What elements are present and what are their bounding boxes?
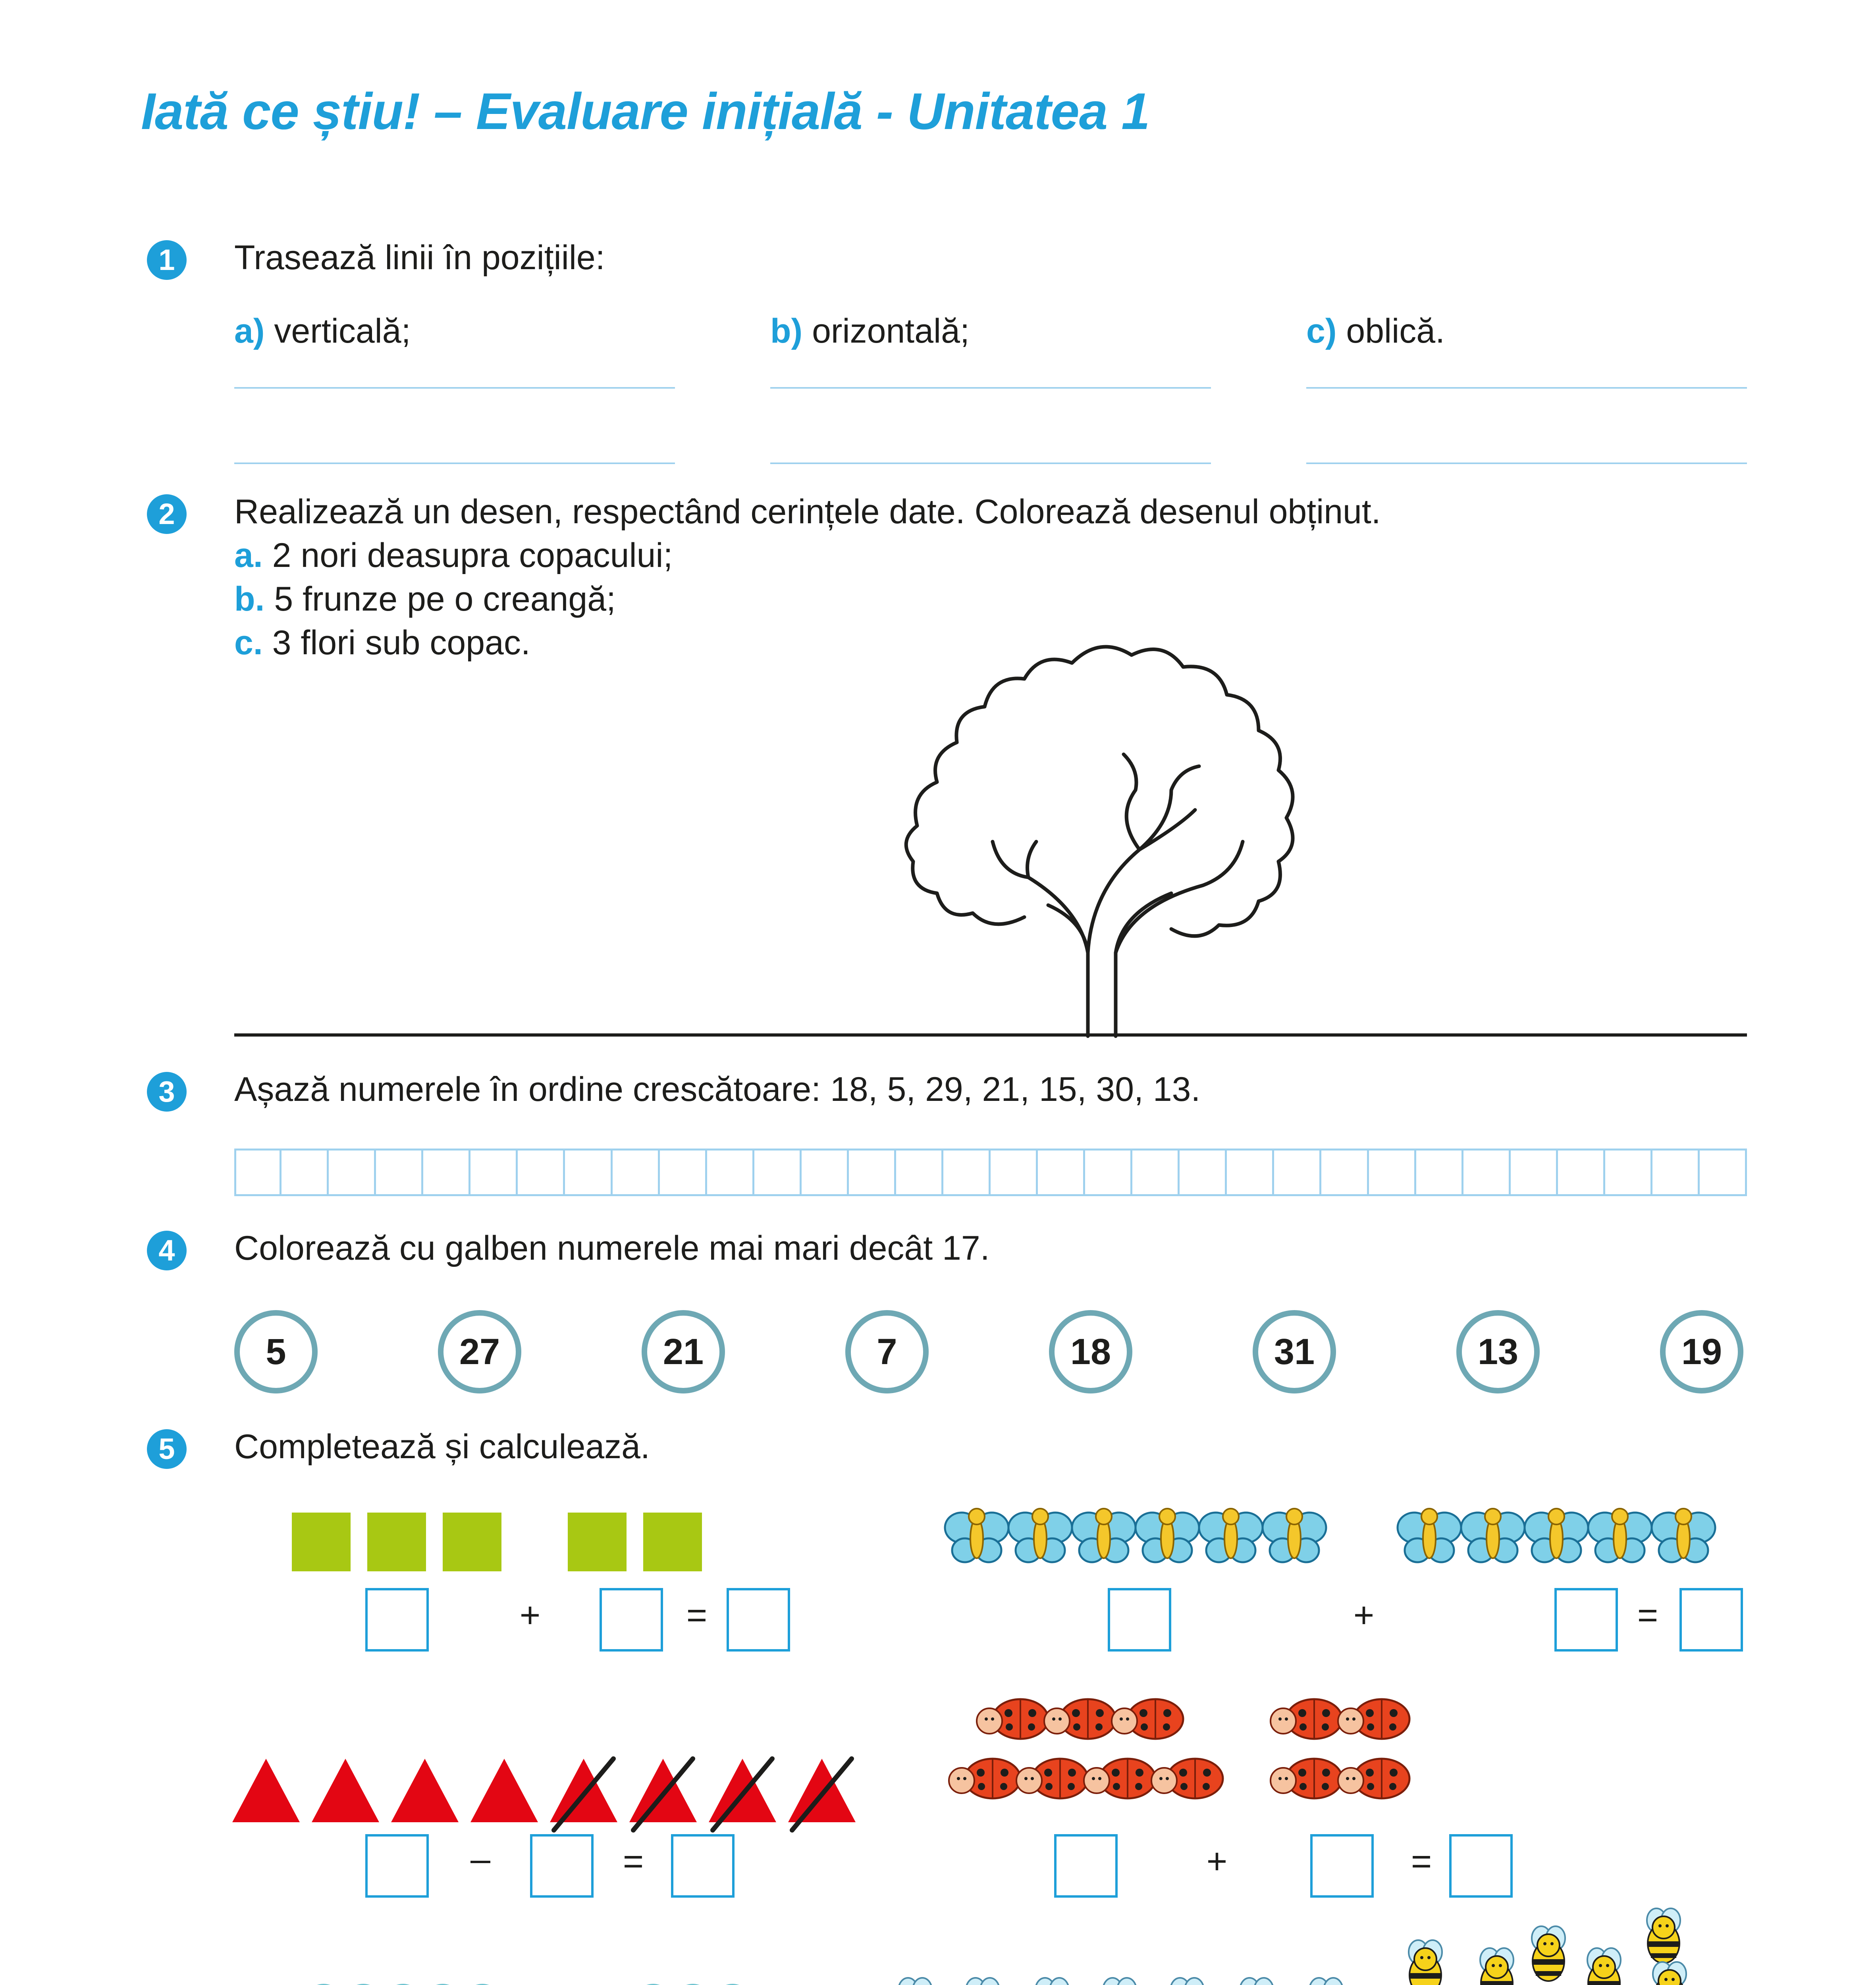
ladybug-icon xyxy=(1271,1699,1342,1739)
grid-cell[interactable] xyxy=(1227,1149,1274,1196)
grid-cell[interactable] xyxy=(1463,1149,1511,1196)
grid-cell[interactable] xyxy=(802,1149,849,1196)
grid-cell[interactable] xyxy=(943,1149,991,1196)
butterfly-icon xyxy=(1263,1509,1326,1562)
ladybug-icon xyxy=(1338,1699,1409,1739)
number-circle[interactable]: 13 xyxy=(1456,1310,1540,1393)
grid-cell[interactable] xyxy=(1085,1149,1132,1196)
green-square xyxy=(443,1513,501,1571)
grid-cell[interactable] xyxy=(1369,1149,1416,1196)
answer-box[interactable] xyxy=(1679,1588,1743,1652)
triangle-shape xyxy=(391,1759,459,1822)
ex2-item-c-text: 3 flori sub copac. xyxy=(272,624,530,662)
plus-sign: + xyxy=(1353,1596,1375,1635)
exercise-1-number: 1 xyxy=(147,240,187,280)
answer-box[interactable] xyxy=(530,1834,594,1898)
grid-cell[interactable] xyxy=(470,1149,518,1196)
ex2-item-a xyxy=(234,536,673,575)
bee-icon xyxy=(1653,1962,1686,1985)
ex2-item-c-label: c. xyxy=(234,624,263,662)
page-title: Iată ce știu! – Evaluare inițială - Unitatea 1 xyxy=(141,82,1150,140)
answer-line[interactable] xyxy=(234,387,675,389)
grid-cell[interactable] xyxy=(1652,1149,1700,1196)
ex2-item-b-text: 5 frunze pe o creangă; xyxy=(274,580,616,618)
bee-icon xyxy=(1532,1926,1565,1981)
butterfly-icon xyxy=(1136,1509,1199,1562)
answer-box[interactable] xyxy=(365,1834,429,1898)
triangle-shape xyxy=(312,1759,379,1822)
butterfly-icon xyxy=(1652,1509,1715,1562)
ex1-item-b xyxy=(770,312,970,351)
bee-icon xyxy=(1309,1978,1343,1985)
ladybug-icon xyxy=(949,1759,1020,1798)
ex2-item-b xyxy=(234,580,616,619)
ground-line xyxy=(234,1033,1747,1037)
number-circle[interactable]: 31 xyxy=(1253,1310,1336,1393)
butterfly-icon xyxy=(1461,1509,1525,1562)
ex2-item-c xyxy=(234,623,530,663)
tree-drawing xyxy=(893,603,1370,1040)
bee-icon xyxy=(966,1978,999,1985)
ex1-item-c-text: oblică. xyxy=(1346,312,1445,350)
tree-crown xyxy=(906,647,1293,936)
ex1-item-b-label: b) xyxy=(770,312,803,350)
number-circle[interactable]: 7 xyxy=(845,1310,929,1393)
answer-box[interactable] xyxy=(1310,1834,1374,1898)
bee-icon xyxy=(1240,1978,1273,1985)
plus-sign: + xyxy=(519,1596,541,1635)
exercise-5-number: 5 xyxy=(147,1429,187,1469)
exercise-1-instruction: Trasează linii în pozițiile: xyxy=(234,239,605,277)
bees-group xyxy=(885,1898,1719,1985)
grid-cell[interactable] xyxy=(896,1149,943,1196)
grid-cell[interactable] xyxy=(613,1149,660,1196)
exercise-2-instruction: Realizează un desen, respectând cerințele date. Colorează desenul obținut. xyxy=(234,493,1381,531)
number-circle[interactable]: 21 xyxy=(642,1310,725,1393)
grid-cell[interactable] xyxy=(329,1149,376,1196)
answer-line[interactable] xyxy=(1306,463,1747,464)
ladybugs-group xyxy=(941,1687,1457,1814)
bee-icon xyxy=(1647,1908,1680,1963)
number-grid[interactable] xyxy=(234,1149,1747,1196)
answer-line[interactable] xyxy=(770,463,1211,464)
answer-box[interactable] xyxy=(600,1588,663,1652)
ladybug-icon xyxy=(977,1699,1048,1739)
grid-cell[interactable] xyxy=(1511,1149,1558,1196)
butterfly-icon xyxy=(1525,1509,1588,1562)
tree-trunk xyxy=(1048,893,1171,1036)
equals-sign: = xyxy=(686,1596,708,1635)
answer-box[interactable] xyxy=(365,1588,429,1652)
ex2-item-b-label: b. xyxy=(234,580,265,618)
butterfly-icon xyxy=(1072,1509,1136,1562)
exercise-3-number: 3 xyxy=(147,1072,187,1112)
ladybug-icon xyxy=(1338,1759,1409,1798)
ex1-item-b-text: orizontală; xyxy=(812,312,970,350)
grid-cell[interactable] xyxy=(1180,1149,1227,1196)
grid-cell[interactable] xyxy=(1558,1149,1605,1196)
number-circle[interactable]: 18 xyxy=(1049,1310,1132,1393)
grid-cell[interactable] xyxy=(1416,1149,1463,1196)
grid-cell[interactable] xyxy=(1038,1149,1085,1196)
ex1-item-a-text: verticală; xyxy=(274,312,411,350)
ex1-item-a xyxy=(234,312,411,351)
answer-box[interactable] xyxy=(1449,1834,1513,1898)
ladybug-icon xyxy=(1084,1759,1155,1798)
green-square xyxy=(292,1513,351,1571)
triangle-shape xyxy=(470,1759,538,1822)
grid-cell[interactable] xyxy=(376,1149,423,1196)
grid-cell[interactable] xyxy=(1321,1149,1369,1196)
exercise-4-instruction: Colorează cu galben numerele mai mari decât 17. xyxy=(234,1229,990,1267)
answer-box[interactable] xyxy=(1554,1588,1618,1652)
grid-cell[interactable] xyxy=(1700,1149,1747,1196)
answer-box[interactable] xyxy=(727,1588,790,1652)
ladybug-icon xyxy=(1044,1699,1116,1739)
grid-cell[interactable] xyxy=(849,1149,896,1196)
ladybug-icon xyxy=(1271,1759,1342,1798)
bee-icon xyxy=(1035,1978,1069,1985)
exercise-4-number: 4 xyxy=(147,1231,187,1270)
answer-box[interactable] xyxy=(671,1834,735,1898)
butterfly-icon xyxy=(1588,1509,1652,1562)
grid-cell[interactable] xyxy=(234,1149,281,1196)
ladybug-icon xyxy=(1016,1759,1088,1798)
ladybug-icon xyxy=(1112,1699,1183,1739)
bee-icon xyxy=(1409,1940,1442,1985)
exercise-5-instruction: Completează și calculează. xyxy=(234,1428,650,1466)
ex1-item-c-label: c) xyxy=(1306,312,1337,350)
exercise-3-instruction: Așază numerele în ordine crescătoare: 18, 5, 29, 21, 15, 30, 13. xyxy=(234,1070,1201,1108)
answer-line[interactable] xyxy=(1306,387,1747,389)
grid-cell[interactable] xyxy=(1132,1149,1180,1196)
answer-line[interactable] xyxy=(770,387,1211,389)
number-circle[interactable]: 27 xyxy=(438,1310,521,1393)
number-circle[interactable]: 19 xyxy=(1660,1310,1743,1393)
grid-cell[interactable] xyxy=(754,1149,802,1196)
number-circle[interactable]: 5 xyxy=(234,1310,318,1393)
grid-cell[interactable] xyxy=(518,1149,565,1196)
butterfly-icon xyxy=(1008,1509,1072,1562)
grid-cell[interactable] xyxy=(991,1149,1038,1196)
green-square xyxy=(568,1513,627,1571)
grid-cell[interactable] xyxy=(565,1149,612,1196)
answer-line[interactable] xyxy=(234,463,675,464)
bee-icon xyxy=(898,1978,932,1985)
plus-sign: + xyxy=(1206,1842,1228,1881)
grid-cell[interactable] xyxy=(707,1149,754,1196)
equals-sign: = xyxy=(623,1842,644,1881)
tree-branches xyxy=(993,754,1243,953)
ex2-item-a-text: 2 nori deasupra copacului; xyxy=(272,536,673,574)
grid-cell[interactable] xyxy=(660,1149,707,1196)
ex2-item-a-label: a. xyxy=(234,536,263,574)
bee-icon xyxy=(1170,1978,1204,1985)
ex1-item-c xyxy=(1306,312,1445,351)
triangles-group xyxy=(232,1755,868,1834)
triangle-shape xyxy=(232,1759,300,1822)
green-square xyxy=(643,1513,702,1571)
butterfly-icon xyxy=(1398,1509,1461,1562)
green-square xyxy=(367,1513,426,1571)
grid-cell[interactable] xyxy=(1605,1149,1652,1196)
bee-icon xyxy=(1103,1978,1136,1985)
butterflies-group xyxy=(941,1497,1735,1576)
butterfly-icon xyxy=(1199,1509,1263,1562)
ex1-item-a-label: a) xyxy=(234,312,265,350)
answer-box[interactable] xyxy=(1108,1588,1171,1652)
grid-cell[interactable] xyxy=(281,1149,329,1196)
answer-box[interactable] xyxy=(1054,1834,1118,1898)
butterfly-icon xyxy=(945,1509,1008,1562)
grid-cell[interactable] xyxy=(1274,1149,1321,1196)
grid-cell[interactable] xyxy=(423,1149,470,1196)
equals-sign: = xyxy=(1411,1842,1432,1881)
bee-icon xyxy=(1587,1948,1621,1985)
exercise-2-number: 2 xyxy=(147,494,187,534)
bee-icon xyxy=(1480,1948,1514,1985)
ladybug-icon xyxy=(1151,1759,1223,1798)
minus-sign: – xyxy=(470,1839,491,1879)
equals-sign: = xyxy=(1637,1596,1658,1635)
